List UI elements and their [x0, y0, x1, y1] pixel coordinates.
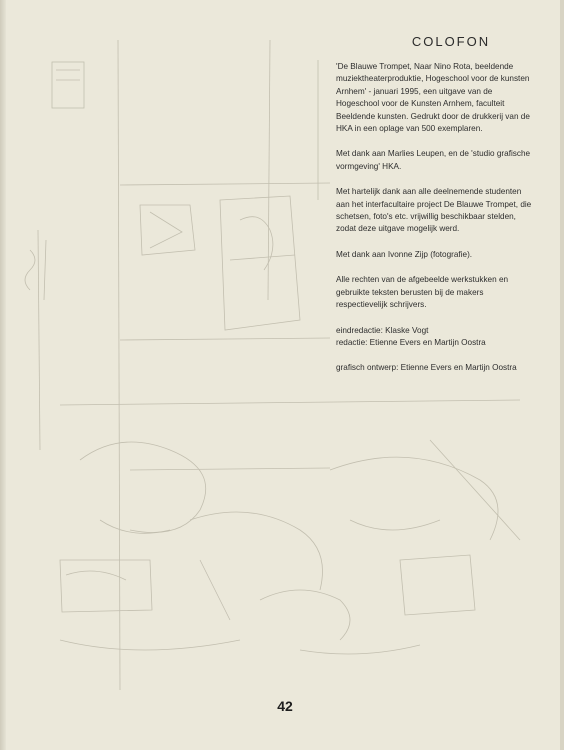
colofon-paragraph: 'De Blauwe Trompet, Naar Nino Rota, beeldende muziektheaterproduktie, Hogeschool voor de kunsten Arnhem' - januari 1995, een uitgave van de Hogeschool voor de Kunsten Arnhem, faculteit Beeldende kunsten. Gedrukt door de drukkerij van de HKA in een oplage van 500 exemplaren. — [336, 62, 530, 134]
editorial-credit: redactie: Etienne Evers en Martijn Oostra — [336, 337, 486, 347]
colofon-title: COLOFON — [411, 34, 491, 49]
colofon-paragraph: Met dank aan Marlies Leupen, en de 'studio grafische vormgeving' HKA. — [336, 149, 531, 171]
colofon-paragraph: Alle rechten van de afgebeelde werkstukken en gebruikte teksten berusten bij de makers respectievelijk schrijvers. — [336, 275, 509, 310]
colofon-paragraph: Met dank aan Ivonne Zijp (fotografie). — [336, 249, 473, 259]
page-number: 42 — [277, 698, 293, 714]
design-credit: grafisch ontwerp: Etienne Evers en Martijn Oostra — [336, 363, 517, 373]
colofon-section — [336, 34, 536, 388]
editor-credit: eindredactie: Klaske Vogt — [336, 325, 429, 335]
colofon-paragraph: Met hartelijk dank aan alle deelnemende studenten aan het interfacultaire project De Blauwe Trompet, die schetsen, foto's etc. vrijwillig beschikbaar stelden, zodat deze uitgave mogelijk werd. — [336, 187, 532, 234]
